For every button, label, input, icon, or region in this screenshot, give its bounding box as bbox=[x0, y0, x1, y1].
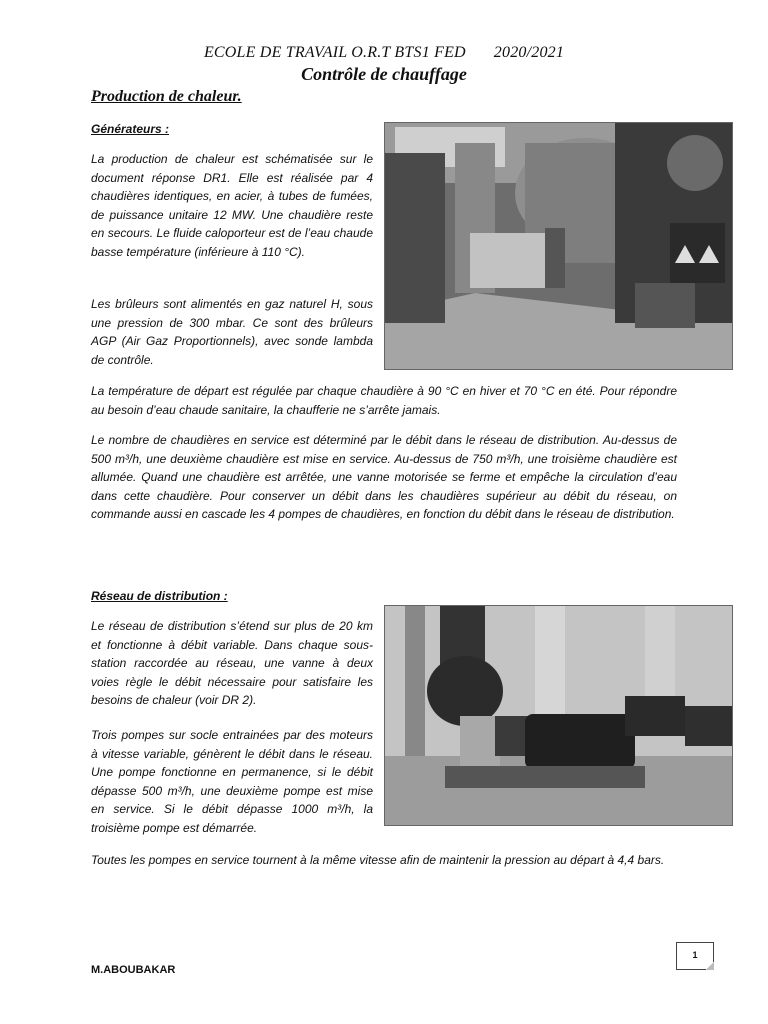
document-title: Contrôle de chauffage bbox=[301, 64, 467, 84]
generateurs-heading: Générateurs : bbox=[91, 122, 170, 136]
generateurs-paragraph-4: Le nombre de chaudières en service est déterminé par le débit dans le réseau de distribution. Au-dessus de 500 m³/h, une deuxième chaudière est mise en service. Au-dessus de 750 m³/h, une troisième chaudière est allumée. Quand une chaudière est arrêtée, une vanne motorisée se ferme et empêche la circulation d’eau dans cette chaudière. Pour conserver un débit dans les chaudières supérieur au débit du réseau, on commande aussi en cascade les 4 pompes de chaudières, en fonction du débit dans le réseau de distribution. bbox=[91, 433, 677, 521]
reseau-paragraph-3: Toutes les pompes en service tournent à la même vitesse afin de maintenir la pression au départ à 4,4 bars. bbox=[91, 853, 665, 867]
reseau-paragraph-1: Le réseau de distribution s’étend sur plus de 20 km et fonctionne à débit variable. Dans chaque sous-station raccordée au réseau, une vanne à deux voies règle le débit nécessaire pour satisfaire les besoins de chaleur (voir DR 2). bbox=[91, 619, 373, 707]
author-name: M.ABOUBAKAR bbox=[91, 964, 176, 976]
boiler-room-photo bbox=[384, 122, 733, 370]
page-number: 1 bbox=[676, 942, 714, 970]
section-title: Production de chaleur. bbox=[91, 88, 242, 105]
generateurs-paragraph-1: La production de chaleur est schématisée sur le document réponse DR1. Elle est réalisée par 4 chaudières identiques, en acier, à tubes de fumées, de puissance unitaire 12 MW. Une chaudière reste en secours. Le fluide caloporteur est de l’eau chaude basse température (inférieure à 110 °C). bbox=[91, 152, 373, 259]
school-name: ECOLE DE TRAVAIL O.R.T BTS1 FED bbox=[203, 44, 466, 61]
pump-room-photo bbox=[384, 605, 733, 826]
school-year: 2020/2021 bbox=[493, 44, 565, 61]
generateurs-paragraph-3: La température de départ est régulée par chaque chaudière à 90 °C en hiver et 70 °C en été. Pour répondre au besoin d’eau chaude sanitaire, la chaufferie ne s’arrête jamais. bbox=[91, 384, 677, 417]
reseau-heading: Réseau de distribution : bbox=[91, 589, 228, 603]
header-school-line bbox=[0, 44, 768, 62]
generateurs-paragraph-2: Les brûleurs sont alimentés en gaz naturel H, sous une pression de 300 mbar. Ce sont des brûleurs AGP (Air Gaz Proportionnels), avec sonde lambda de contrôle. bbox=[91, 297, 373, 367]
reseau-paragraph-2: Trois pompes sur socle entrainées par des moteurs à vitesse variable, génèrent le débit dans le réseau. Une pompe fonctionne en permanence, si le débit dépasse 500 m³/h, une deuxième pompe est mise en service. Si le débit dépasse 1000 m³/h, la troisième pompe est démarrée. bbox=[91, 728, 373, 835]
